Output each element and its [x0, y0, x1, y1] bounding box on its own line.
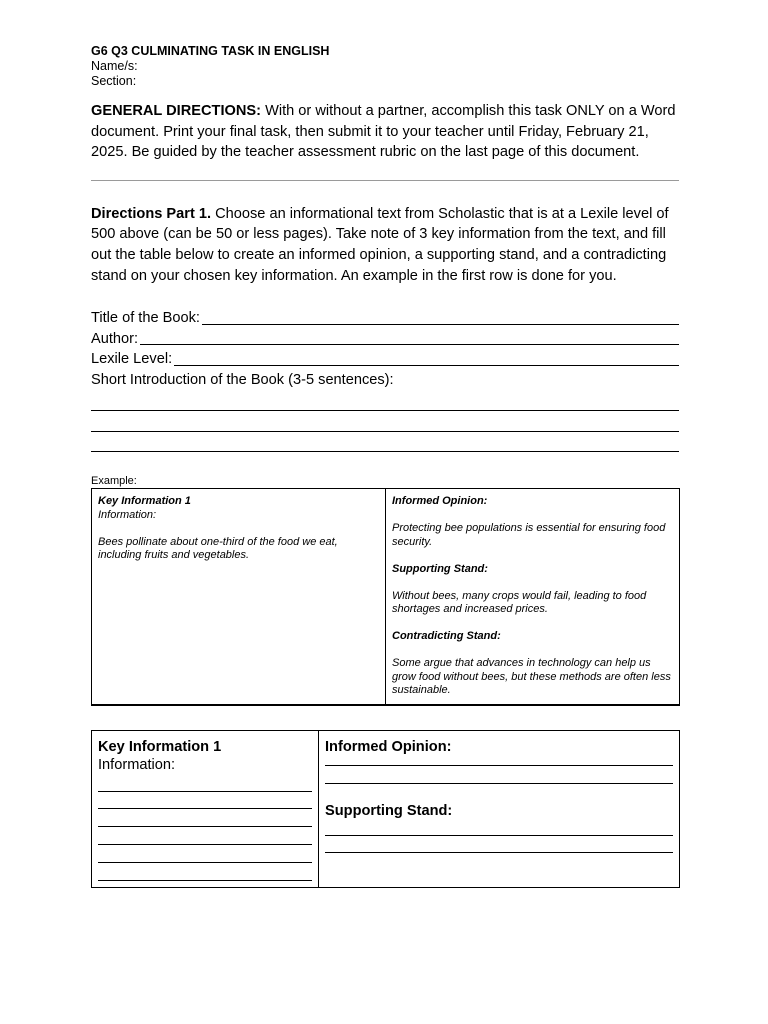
answer-info-label: Information: — [98, 756, 176, 773]
example-opinion-text: Protecting bee populations is essential for ensuring food security. — [392, 522, 666, 548]
book-title-label: Title of the Book: — [91, 310, 200, 327]
author-field[interactable] — [91, 329, 679, 350]
names-label: Name/s: — [91, 59, 138, 73]
section-label: Section: — [91, 74, 137, 88]
intro-blank-line[interactable] — [91, 411, 679, 432]
answer-info-line[interactable] — [98, 809, 312, 827]
lexile-blank[interactable] — [174, 349, 679, 366]
intro-blank-line[interactable] — [91, 391, 679, 412]
document-page — [91, 44, 679, 888]
answer-supporting-label: Supporting Stand: — [325, 802, 453, 819]
answer-info-line[interactable] — [98, 827, 312, 845]
answer-info-line[interactable] — [98, 792, 312, 810]
answer-info-line[interactable] — [98, 845, 312, 863]
part1-directions-label: Directions Part 1. — [91, 205, 212, 222]
answer-info-line[interactable] — [98, 774, 312, 792]
intro-blank-line[interactable] — [91, 432, 679, 453]
book-info-fields — [91, 308, 679, 452]
general-directions-text: With or without a partner, accomplish this task ONLY on a Word document. Print your final task, then submit it to your teacher until Friday, February 21, 2025. Be guided by the teacher assessment rubric on the last page of this document. — [91, 103, 676, 161]
example-opinion-label: Informed Opinion: — [392, 495, 488, 508]
example-opinion-cell — [386, 489, 680, 705]
example-contradicting-label: Contradicting Stand: — [392, 630, 501, 643]
lexile-label: Lexile Level: — [91, 351, 173, 368]
example-supporting-label: Supporting Stand: — [392, 562, 488, 575]
answer-opinion-line[interactable] — [325, 756, 673, 766]
example-info-text: Bees pollinate about one-third of the food we eat, including fruits and vegetables. — [98, 535, 338, 562]
part1-directions — [91, 204, 679, 286]
intro-label-line — [91, 370, 679, 391]
answer-info-line[interactable] — [98, 863, 312, 881]
general-directions — [91, 101, 679, 163]
answer-supporting-line[interactable] — [325, 836, 673, 854]
part1-directions-text: Choose an informational text from Scholastic that is at a Lexile level of 500 above (can be 50 or less pages). Take note of 3 key information from the text, and fill out the table below to create an informed opinion, a supporting stand, and a contradicting stand on your chosen key information. An example in the first row is done for you. — [91, 205, 669, 284]
example-key-info-cell — [92, 489, 386, 705]
book-title-field[interactable] — [91, 308, 679, 329]
example-key-title: Key Information 1 — [98, 495, 191, 508]
document-title: G6 Q3 CULMINATING TASK IN ENGLISH — [91, 44, 330, 58]
intro-label: Short Introduction of the Book (3-5 sentences): — [91, 371, 394, 388]
answer-supporting-line[interactable] — [325, 820, 673, 836]
author-label: Author: — [91, 330, 139, 347]
example-contradicting-text: Some argue that advances in technology can help us grow food without bees, but these methods are often less sustainable. — [392, 657, 671, 697]
lexile-field[interactable] — [91, 349, 679, 370]
book-title-blank[interactable] — [202, 308, 679, 325]
answer-key-info-cell — [92, 730, 319, 887]
general-directions-label: GENERAL DIRECTIONS: — [91, 103, 262, 119]
example-label: Example: — [91, 475, 137, 488]
answer-key-title: Key Information 1 — [98, 738, 222, 755]
example-supporting-text: Without bees, many crops would fail, leading to food shortages and increased prices. — [392, 589, 647, 616]
example-info-label: Information: — [98, 508, 157, 521]
answer-opinion-label: Informed Opinion: — [325, 738, 452, 755]
section-divider — [91, 180, 679, 181]
example-table — [91, 488, 680, 706]
answer-opinion-line[interactable] — [325, 766, 673, 784]
author-blank[interactable] — [140, 329, 679, 346]
answer-opinion-cell — [319, 730, 680, 887]
answer-table — [91, 730, 680, 888]
